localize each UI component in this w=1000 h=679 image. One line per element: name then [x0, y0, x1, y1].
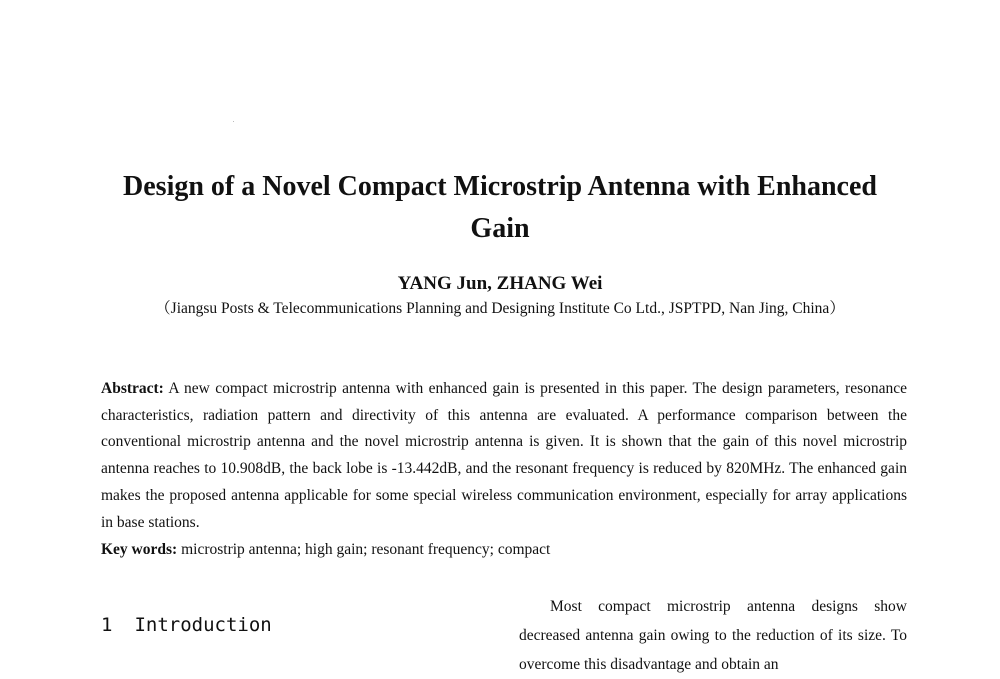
- section-title: Introduction: [134, 614, 272, 636]
- paper-title: Design of a Novel Compact Microstrip Antenna with Enhanced Gain: [123, 171, 877, 244]
- abstract-label: Abstract:: [101, 380, 164, 397]
- keywords-label: Key words:: [101, 541, 178, 558]
- section-number: 1: [101, 614, 113, 636]
- paper-authors: YANG Jun, ZHANG Wei: [397, 273, 603, 294]
- section-heading-introduction: [101, 612, 272, 638]
- paper-affiliation: （Jiangsu Posts & Telecommunications Planning and Designing Institute Co Ltd., JSPTPD, Nan Jing, China）: [155, 300, 845, 317]
- body-paragraph: Most compact microstrip antenna designs show decreased antenna gain owing to the reduction of its size. To overcome this disadvantage and obtain an: [519, 598, 907, 673]
- keywords-line: [101, 537, 907, 563]
- abstract-paragraph: [101, 376, 907, 536]
- abstract-text: A new compact microstrip antenna with enhanced gain is presented in this paper. The design parameters, resonance characteristics, radiation pattern and directivity of this antenna are evaluated. A performance comparison between the conventional microstrip antenna and the novel microstrip antenna is given. It is shown that the gain of this novel microstrip antenna reaches to 10.908dB, the back lobe is -13.442dB, and the resonant frequency is reduced by 820MHz. The enhanced gain makes the proposed antenna applicable for some special wireless communication environment, especially for array applications in base stations.: [101, 380, 907, 531]
- keywords-text: microstrip antenna; high gain; resonant frequency; compact: [181, 541, 551, 558]
- scan-speck: [233, 121, 234, 122]
